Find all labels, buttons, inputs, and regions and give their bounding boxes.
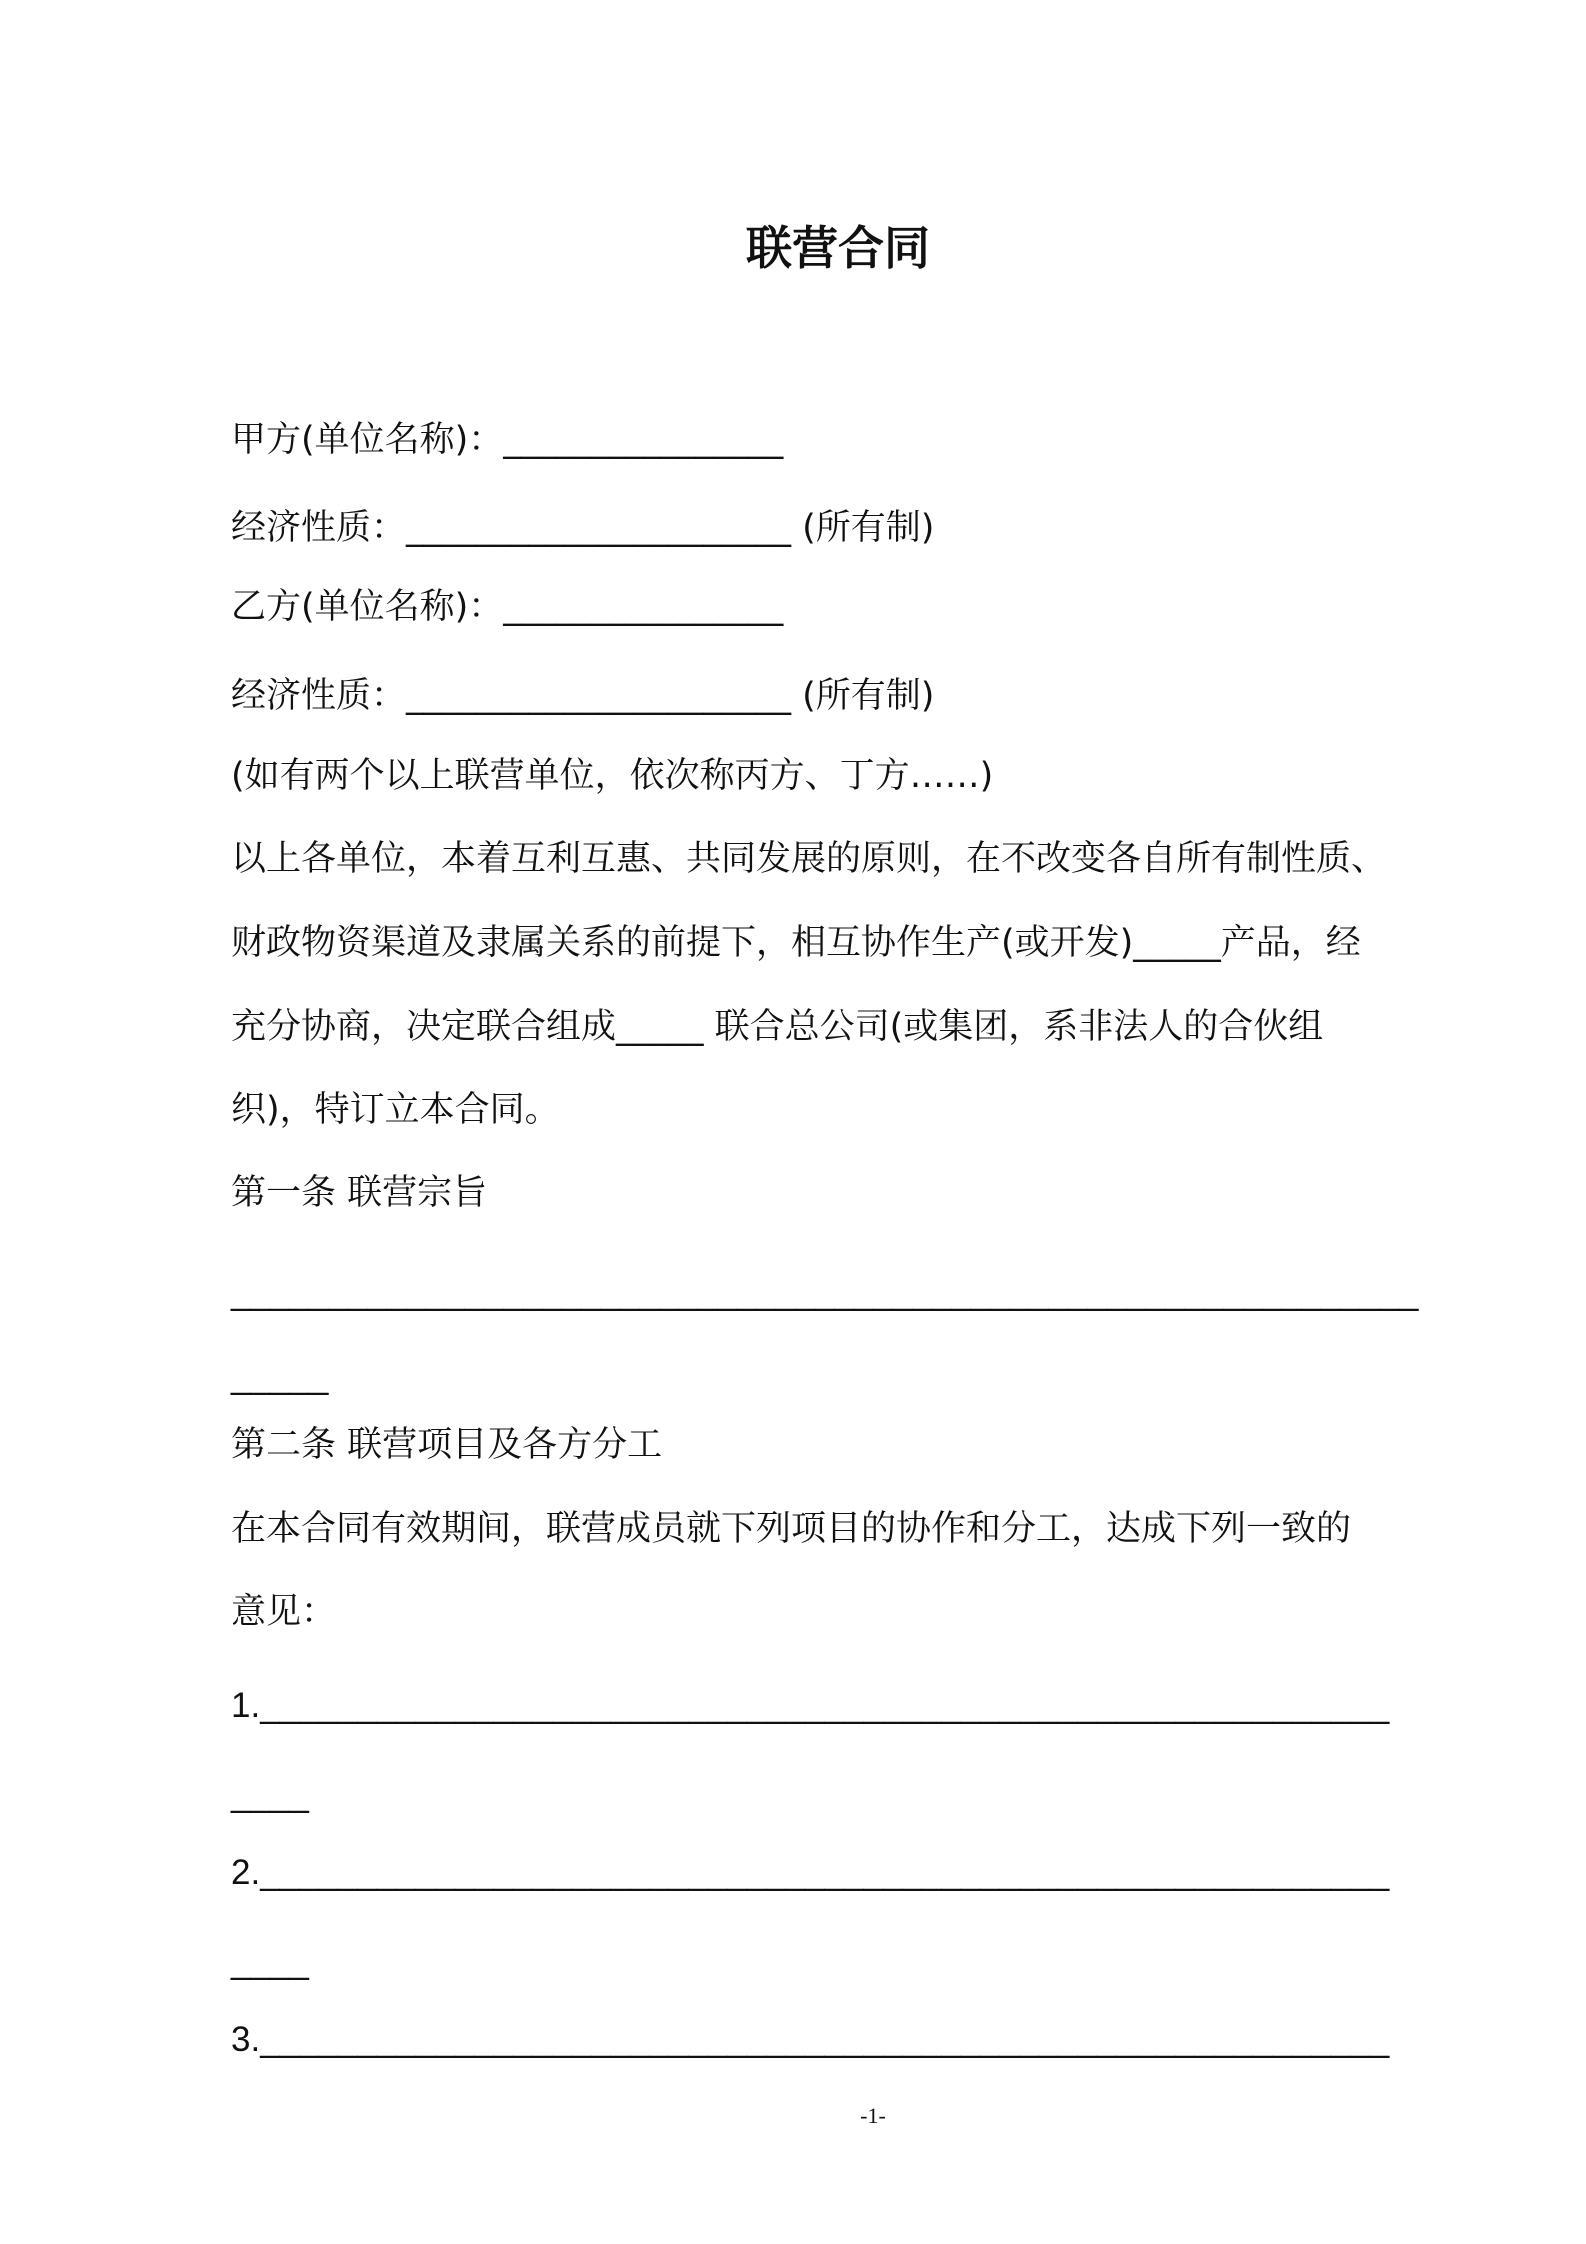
article-2-heading: 第二条 联营项目及各方分工 bbox=[231, 1425, 663, 1465]
preamble-line: 织)，特订立本合同。 bbox=[231, 1090, 560, 1130]
article-1-blank-tail: _____ bbox=[231, 1357, 329, 1396]
item-2-blank: 2.__________________________________________________________ bbox=[231, 1853, 1390, 1892]
document-title: 联营合同 bbox=[746, 221, 930, 275]
preamble-line: 以上各单位，本着互利互惠、共同发展的原则，在不改变各自所有制性质、 bbox=[231, 839, 1387, 879]
article-1-blank: _____________________________________________________________ bbox=[231, 1273, 1419, 1312]
preamble-line: 财政物资渠道及隶属关系的前提下，相互协作生产(或开发)_____产品，经 bbox=[231, 923, 1361, 963]
item-1-blank-tail: ____ bbox=[231, 1775, 309, 1814]
article-1-heading: 第一条 联营宗旨 bbox=[231, 1173, 488, 1213]
item-2-blank-tail: ____ bbox=[231, 1942, 309, 1981]
item-3-blank: 3.__________________________________________________________ bbox=[231, 2020, 1390, 2059]
party-b-name-line: 乙方(单位名称)：________________ bbox=[231, 587, 784, 627]
party-a-name-line: 甲方(单位名称)：________________ bbox=[231, 420, 784, 460]
article-2-intro: 意见： bbox=[231, 1592, 337, 1632]
article-2-intro: 在本合同有效期间，联营成员就下列项目的协作和分工，达成下列一致的 bbox=[231, 1509, 1352, 1549]
item-1-blank: 1.__________________________________________________________ bbox=[231, 1686, 1390, 1725]
preamble-line: 充分协商，决定联合组成_____ 联合总公司(或集团，系非法人的合伙组 bbox=[231, 1007, 1324, 1047]
page-number: -1- bbox=[860, 2103, 886, 2128]
party-b-ownership-line: 经济性质：______________________ (所有制) bbox=[231, 676, 935, 716]
additional-parties-note: (如有两个以上联营单位，依次称丙方、丁方……) bbox=[231, 756, 994, 796]
party-a-ownership-line: 经济性质：______________________ (所有制) bbox=[231, 508, 935, 548]
